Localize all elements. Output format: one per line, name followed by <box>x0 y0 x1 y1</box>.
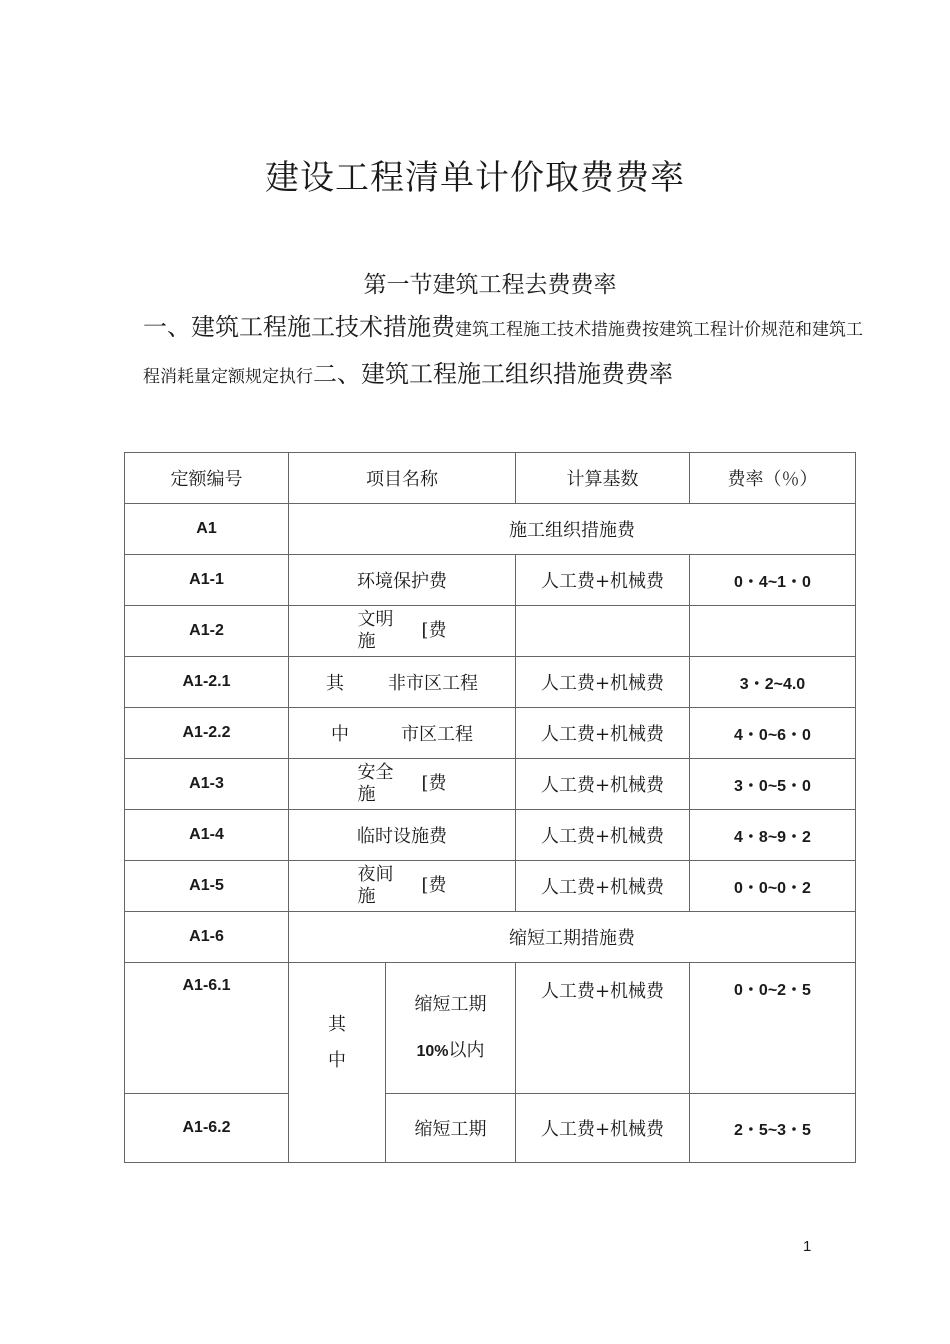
page-number: 1 <box>803 1238 812 1255</box>
row-name-stacked: 文明 施 <box>357 609 394 652</box>
row-name: 施工组织措施费 <box>289 504 856 555</box>
header-rate: 费率（％） <box>690 453 856 504</box>
row-rate: 0・4~1・0 <box>690 555 856 606</box>
header-base: 计算基数 <box>516 453 690 504</box>
row-name: 缩短工期措施费 <box>289 912 856 963</box>
row-name-stacked: 安全 施 <box>357 762 394 805</box>
row-base: 人工费+机械费 <box>516 963 690 1094</box>
row-name: 缩短工期 <box>386 1094 516 1163</box>
paragraph-text: 建筑工程施工技术措施费按建筑工程计价规范和建筑工程消耗量定额规定执行 <box>143 320 863 387</box>
intro-paragraph <box>143 305 863 399</box>
row-name: 环境保护费 <box>289 555 516 606</box>
row-code: A1-6.2 <box>125 1094 289 1163</box>
row-name: 中 市区工程 <box>289 708 516 759</box>
row-rate: 0・0~2・5 <box>690 963 856 1094</box>
header-code: 定额编号 <box>125 453 289 504</box>
table-row <box>125 606 856 657</box>
row-code: A1-2.2 <box>125 708 289 759</box>
table-row <box>125 1094 856 1163</box>
qizhong-cell <box>289 963 386 1163</box>
row-rate: 0・0~0・2 <box>690 861 856 912</box>
row-code: A1-5 <box>125 861 289 912</box>
table-row <box>125 810 856 861</box>
row-base: 人工费+机械费 <box>516 759 690 810</box>
table-row <box>125 912 856 963</box>
row-name-stacked: 夜间 施 <box>357 864 394 907</box>
table-row <box>125 555 856 606</box>
row-code: A1-6.1 <box>125 963 289 1094</box>
row-name: 缩短工期 10%以内 <box>386 963 516 1094</box>
table-row <box>125 657 856 708</box>
row-rate: 4・0~6・0 <box>690 708 856 759</box>
row-rate: 4・8~9・2 <box>690 810 856 861</box>
row-base: 人工费+机械费 <box>516 1094 690 1163</box>
row-name: 临时设施费 <box>289 810 516 861</box>
header-name: 项目名称 <box>289 453 516 504</box>
row-base: 人工费+机械费 <box>516 555 690 606</box>
heading-one: 一、建筑工程施工技术措施费 <box>143 313 455 341</box>
qizhong-qi: 其 <box>328 1013 346 1035</box>
heading-two: 二、建筑工程施工组织措施费费率 <box>313 360 673 388</box>
row-name <box>289 606 516 657</box>
row-name-suffix: [费 <box>421 773 447 794</box>
row-name <box>289 759 516 810</box>
row-base: 人工费+机械费 <box>516 861 690 912</box>
table-row <box>125 861 856 912</box>
row-base: 人工费+机械费 <box>516 708 690 759</box>
row-code: A1 <box>125 504 289 555</box>
row-code: A1-4 <box>125 810 289 861</box>
row-rate <box>690 606 856 657</box>
qizhong-zhong: 中 <box>328 1049 346 1071</box>
row-prefix: 其 <box>326 673 344 694</box>
row-code: A1-6 <box>125 912 289 963</box>
row-name: 其 非市区工程 <box>289 657 516 708</box>
table-row <box>125 708 856 759</box>
row-name-suffix: [费 <box>421 875 447 896</box>
row-rate: 3・0~5・0 <box>690 759 856 810</box>
row-name <box>289 861 516 912</box>
row-base <box>516 606 690 657</box>
section-heading: 第一节建筑工程去费费率 <box>363 272 617 298</box>
table-header-row <box>125 453 856 504</box>
row-code: A1-3 <box>125 759 289 810</box>
document-title: 建设工程清单计价取费费率 <box>265 158 685 198</box>
row-rate: 3・2~4.0 <box>690 657 856 708</box>
row-base: 人工费+机械费 <box>516 810 690 861</box>
row-rate: 2・5~3・5 <box>690 1094 856 1163</box>
row-code: A1-1 <box>125 555 289 606</box>
row-base: 人工费+机械费 <box>516 657 690 708</box>
row-prefix: 中 <box>331 724 349 745</box>
table-row <box>125 504 856 555</box>
row-code: A1-2.1 <box>125 657 289 708</box>
row-code: A1-2 <box>125 606 289 657</box>
fee-rate-table <box>124 452 856 1163</box>
table-row <box>125 759 856 810</box>
table-row <box>125 963 856 1094</box>
row-name-suffix: [费 <box>421 620 447 641</box>
